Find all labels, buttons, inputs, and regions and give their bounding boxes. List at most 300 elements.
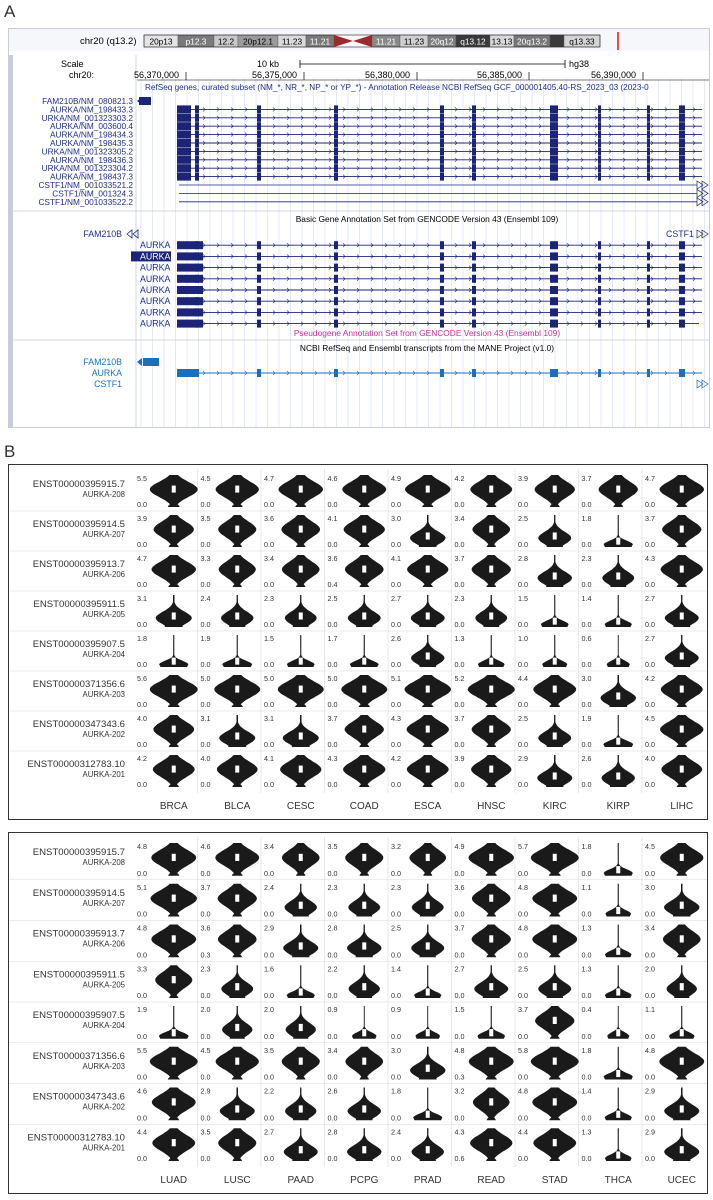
violin-box [235, 566, 239, 573]
violin-max-label: 0.4 [581, 1005, 592, 1014]
exon-block [647, 139, 650, 147]
ideogram-band-label: 11.21 [375, 36, 397, 47]
exon-block [598, 105, 601, 113]
violin-min-label: 0.0 [518, 620, 528, 629]
exon-block [550, 275, 558, 283]
mane-row-label: AURKA [91, 368, 122, 378]
exon-block [598, 252, 601, 260]
violin-shape [348, 884, 380, 917]
violin-max-label: 0.6 [581, 634, 592, 643]
violin-box [426, 902, 430, 909]
violin-panel-1-canvas [9, 465, 707, 819]
exon-block [550, 297, 558, 305]
violin-max-label: 0.9 [327, 1005, 338, 1014]
exon-block [647, 173, 650, 181]
exon-block [257, 241, 261, 249]
exon-block [598, 264, 601, 272]
violin-box [680, 902, 684, 909]
violin-min-label: 0.0 [391, 780, 401, 789]
violin-min-label: 0.0 [327, 1113, 338, 1123]
violin-max-label: 1.9 [581, 714, 592, 723]
violin-max-label: 1.3 [581, 923, 592, 933]
exon-block [195, 156, 199, 164]
violin-min-label: 0.3 [200, 950, 211, 960]
violin-max-label: 4.6 [137, 1086, 147, 1096]
violin-box [362, 1105, 366, 1112]
coordinate-label: 56,380,000 [365, 70, 411, 80]
violin-min-label: 0.0 [454, 700, 465, 709]
violin-min-label: 0.0 [518, 540, 528, 549]
exon-block [598, 147, 601, 155]
exon-block [440, 286, 444, 294]
exon-block [647, 297, 650, 305]
violin-panel-2 [8, 832, 708, 1194]
violin-max-label: 2.7 [454, 964, 465, 974]
violin-box [680, 1029, 684, 1036]
exon-block [257, 131, 261, 139]
ideogram-band-label: 11.23 [403, 36, 425, 47]
exon-block [472, 252, 476, 260]
violin-max-label: 4.7 [264, 474, 274, 483]
violin-max-label: 4.7 [645, 474, 655, 483]
violin-box [616, 738, 620, 745]
violin-max-label: 3.9 [137, 514, 147, 523]
violin-min-label: 0.0 [137, 991, 147, 1000]
violin-box [489, 526, 493, 533]
pseudogene-track-title: Pseudogene Annotation Set from GENCODE Version 43 (Ensembl 109) [293, 328, 561, 338]
exon-block [598, 369, 601, 377]
violin-max-label: 3.7 [200, 882, 211, 892]
exon-block [647, 252, 650, 260]
exon-block [257, 252, 261, 260]
transcript-name: AURKA-204 [82, 650, 125, 659]
violin-max-label: 3.3 [137, 964, 147, 974]
scale-label: Scale [61, 59, 84, 69]
gencode-row-label: AURKA [140, 285, 171, 295]
exon-block [550, 264, 558, 272]
exon-block [177, 105, 191, 113]
violin-min-label: 0.0 [200, 740, 211, 749]
exon-block [550, 286, 558, 294]
violin-min-label: 0.0 [581, 700, 592, 709]
gencode-row-label: AURKA [140, 273, 171, 284]
violin-box [553, 1139, 557, 1146]
violin-min-label: 0.0 [645, 1031, 655, 1041]
exon-block [679, 147, 685, 155]
continuation-arrow [137, 358, 142, 366]
violin-max-label: 1.9 [200, 634, 211, 643]
violin-max-label: 1.1 [645, 1005, 655, 1014]
ideogram-band-label: 11.21 [309, 36, 331, 47]
transcript-name: AURKA-207 [82, 530, 125, 539]
violin-min-label: 0.0 [645, 991, 655, 1000]
exon-block [440, 297, 444, 305]
violin-max-label: 4.5 [200, 474, 211, 483]
violin-min-label: 0.0 [200, 991, 211, 1000]
refseq-row-label: AURKA/NM_003600.4 [49, 121, 133, 132]
violin-box [489, 658, 493, 665]
violin-box [680, 612, 684, 619]
cancer-label: READ [477, 1175, 506, 1186]
violin-min-label: 0.0 [581, 620, 592, 629]
violin-max-label: 4.2 [391, 754, 401, 763]
violin-panel-2-canvas [9, 833, 707, 1193]
exon-block [334, 241, 338, 249]
violin-box [489, 1058, 493, 1065]
violin-box [680, 652, 684, 659]
exon-block [440, 369, 444, 377]
gencode-row-label: AURKA [140, 262, 171, 273]
exon-block [440, 105, 444, 113]
violin-max-label: 3.5 [200, 1127, 211, 1137]
violin-shape [664, 884, 700, 917]
violin-max-label: 4.8 [454, 1045, 465, 1055]
violin-shape [348, 595, 381, 627]
gencode-row-label: AURKA [140, 240, 171, 251]
exon-block [177, 369, 195, 377]
violin-max-label: 3.4 [264, 554, 274, 563]
violin-min-label: 0.0 [581, 1031, 592, 1041]
violin-min-label: 0.0 [391, 991, 401, 1000]
violin-min-label: 0.0 [200, 1031, 211, 1041]
violin-box [616, 658, 620, 665]
violin-min-label: 0.0 [518, 500, 528, 509]
exon-block [647, 164, 650, 172]
exon-block [679, 173, 685, 181]
violin-min-label: 0.0 [264, 868, 274, 878]
violin-box [362, 1146, 366, 1153]
violin-max-label: 2.9 [200, 1086, 211, 1096]
exon-block [195, 308, 199, 316]
coordinate-label: 56,385,000 [477, 70, 523, 80]
violin-box [426, 652, 430, 659]
violin-min-label: 0.0 [200, 1113, 211, 1123]
violin-shape [538, 715, 571, 747]
violin-box [553, 935, 557, 942]
violin-max-label: 5.8 [518, 1045, 528, 1055]
violin-min-label: 0.0 [391, 868, 401, 878]
violin-max-label: 2.4 [264, 882, 274, 892]
exon-block [647, 147, 650, 155]
cancer-label: PCPG [350, 1175, 379, 1186]
violin-box [553, 1017, 557, 1024]
violin-box [489, 1098, 493, 1105]
violin-min-label: 0.0 [454, 580, 465, 589]
exon-block [440, 122, 444, 130]
violin-min-label: 0.0 [327, 700, 338, 709]
violin-box [553, 658, 557, 665]
violin-min-label: 0.0 [137, 1154, 147, 1163]
exon-block [472, 275, 476, 283]
violin-box [235, 766, 239, 773]
violin-max-label: 4.3 [327, 754, 338, 763]
violin-box [553, 532, 557, 539]
cancer-label: KIRP [606, 801, 630, 812]
assembly-label: hg38 [569, 59, 590, 69]
violin-max-label: 2.9 [645, 1127, 655, 1137]
violin-box [299, 1146, 303, 1153]
continuation-arrow [697, 181, 708, 189]
exon-block [195, 105, 199, 113]
transcript-id: ENST00000395913.7 [32, 559, 125, 570]
exon-block [257, 139, 261, 147]
violin-min-label: 0.0 [645, 909, 655, 919]
exon-block [647, 275, 650, 283]
transcript-name: AURKA-202 [82, 1102, 125, 1112]
violin-box [299, 566, 303, 573]
continuation-arrow [697, 380, 708, 388]
violin-max-label: 4.2 [137, 754, 147, 763]
violin-min-label: 0.0 [327, 991, 338, 1000]
exon-block [598, 164, 601, 172]
violin-box [299, 1105, 303, 1112]
violin-min-label: 0.0 [264, 780, 274, 789]
transcript-id: ENST00000395914.5 [32, 887, 125, 899]
violin-min-label: 0.0 [137, 540, 147, 549]
violin-max-label: 4.6 [327, 474, 338, 483]
coordinate-label: 56,375,000 [252, 70, 298, 80]
transcript-name: AURKA-204 [82, 1021, 125, 1030]
continuation-arrow [697, 230, 708, 238]
violin-min-label: 0.0 [327, 1072, 338, 1082]
violin-max-label: 2.7 [645, 634, 655, 643]
violin-min-label: 0.0 [391, 540, 401, 549]
ideogram-band [550, 35, 564, 47]
violin-shape [410, 515, 446, 547]
violin-box [489, 854, 493, 861]
violin-max-label: 2.5 [518, 964, 528, 974]
mane-fam210b-block [143, 358, 159, 366]
exon-block [195, 275, 199, 283]
violin-box [235, 935, 239, 942]
violin-box [235, 1105, 239, 1112]
violin-box [489, 486, 493, 493]
violin-min-label: 0.0 [264, 620, 274, 629]
violin-box [172, 976, 176, 983]
violin-min-label: 0.0 [454, 620, 465, 629]
violin-shape [286, 1006, 316, 1039]
violin-box [426, 1111, 430, 1118]
violin-box [616, 486, 620, 493]
mane-track-title: NCBI RefSeq and Ensembl transcripts from the MANE Project (v1.0) [299, 343, 555, 353]
violin-max-label: 2.7 [645, 594, 655, 603]
violin-box [426, 486, 430, 493]
exon-block [195, 320, 199, 328]
violin-box [680, 486, 684, 493]
exon-block [472, 173, 476, 181]
exon-block [334, 173, 338, 181]
exon-block [679, 114, 685, 122]
exon-block [472, 241, 476, 249]
violin-box [489, 1139, 493, 1146]
refseq-row-label: CSTF1/NM_001033522.2 [38, 196, 133, 207]
exon-block [598, 241, 601, 249]
violin-max-label: 4.5 [200, 1045, 211, 1055]
violin-min-label: 0.0 [327, 909, 338, 919]
violin-max-label: 4.0 [645, 754, 655, 763]
violin-box [362, 1029, 366, 1036]
violin-box [616, 618, 620, 625]
violin-shape [411, 925, 444, 958]
violin-min-label: 0.0 [327, 950, 338, 960]
transcript-name: AURKA-208 [82, 490, 125, 499]
violin-max-label: 3.7 [327, 714, 338, 723]
gencode-row-label: AURKA [140, 307, 171, 318]
violin-box [426, 686, 430, 693]
exon-block [598, 297, 601, 305]
violin-box [362, 766, 366, 773]
coordinate-label: 56,390,000 [591, 70, 637, 80]
transcript-id: ENST00000347343.6 [32, 719, 125, 730]
violin-shape [411, 595, 445, 627]
violin-min-label: 0.0 [200, 868, 211, 878]
exon-block [177, 286, 203, 294]
violin-box [172, 935, 176, 942]
violin-box [616, 772, 620, 779]
violin-max-label: 2.5 [518, 714, 528, 723]
violin-shape [156, 595, 192, 627]
side-bar [9, 55, 13, 428]
violin-min-label: 0.0 [454, 950, 465, 960]
transcript-id: ENST00000395915.7 [32, 847, 125, 858]
violin-max-label: 4.9 [454, 842, 465, 851]
ideogram-band-label: 20p12.1 [243, 36, 273, 47]
exon-block [177, 164, 191, 172]
violin-max-label: 2.8 [518, 554, 528, 563]
exon-block [334, 369, 338, 377]
exon-block [195, 164, 199, 172]
violin-max-label: 4.8 [518, 923, 528, 933]
violin-box [235, 1024, 239, 1031]
refseq-row-label: AURKA/NM_198435.3 [49, 138, 133, 148]
violin-box [172, 1029, 176, 1036]
exon-block [334, 286, 338, 294]
exon-block [440, 275, 444, 283]
violin-box [362, 983, 366, 990]
violin-max-label: 3.7 [454, 554, 465, 563]
violin-max-label: 3.6 [200, 923, 211, 933]
transcript-id: ENST00000395915.7 [32, 479, 125, 490]
gencode-right-label: CSTF1 [666, 229, 694, 239]
violin-shape [222, 1006, 252, 1039]
violin-shape [220, 1088, 255, 1121]
exon-block [647, 114, 650, 122]
violin-min-label: 0.0 [391, 580, 401, 589]
violin-box [299, 486, 303, 493]
transcript-name: AURKA-206 [82, 570, 125, 579]
violin-max-label: 0.9 [391, 1005, 401, 1014]
exon-block [334, 320, 338, 328]
violin-box [553, 618, 557, 625]
genome-browser [8, 28, 710, 428]
exon-block [440, 156, 444, 164]
violin-max-label: 3.6 [454, 882, 465, 892]
exon-block [177, 147, 191, 155]
violin-box [680, 935, 684, 942]
exon-block [334, 147, 338, 155]
violin-box [426, 988, 430, 995]
violin-min-label: 0.0 [137, 1031, 147, 1041]
violin-min-label: 0.0 [391, 660, 401, 669]
exon-block [679, 369, 685, 377]
violin-max-label: 5.5 [137, 1045, 147, 1055]
exon-block [550, 139, 558, 147]
continuation-arrow [697, 198, 708, 206]
transcript-name: AURKA-207 [82, 898, 125, 908]
violin-max-label: 1.3 [581, 964, 592, 974]
exon-block [598, 122, 601, 130]
transcript-name: AURKA-205 [82, 610, 125, 619]
violin-min-label: 0.0 [391, 909, 401, 919]
violin-min-label: 0.0 [518, 1031, 528, 1041]
exon-block [550, 114, 558, 122]
exon-block [177, 275, 203, 283]
violin-max-label: 5.7 [518, 842, 528, 851]
violin-min-label: 0.0 [391, 1031, 401, 1041]
violin-min-label: 0.0 [264, 1113, 274, 1123]
exon-block [177, 156, 191, 164]
exon-block [598, 156, 601, 164]
violin-box [426, 766, 430, 773]
violin-max-label: 3.9 [518, 474, 528, 483]
exon-block [647, 156, 650, 164]
violin-min-label: 0.0 [137, 620, 147, 629]
transcript-id: ENST00000395907.5 [32, 1010, 125, 1021]
exon-block [550, 122, 558, 130]
violin-box [680, 1105, 684, 1112]
violin-box [680, 854, 684, 861]
violin-box [235, 658, 239, 665]
violin-max-label: 2.9 [264, 923, 274, 933]
violin-max-label: 4.8 [137, 842, 147, 851]
violin-min-label: 0.0 [200, 540, 211, 549]
exon-block [472, 264, 476, 272]
violin-box [362, 486, 366, 493]
exon-block [195, 286, 199, 294]
violin-max-label: 2.6 [327, 1086, 338, 1096]
exon-block [472, 297, 476, 305]
exon-block [598, 131, 601, 139]
violin-max-label: 3.6 [264, 514, 274, 523]
violin-max-label: 3.1 [264, 714, 274, 723]
exon-block [679, 122, 685, 130]
violin-min-label: 0.0 [645, 1113, 655, 1123]
violin-min-label: 0.0 [391, 620, 401, 629]
exon-block [257, 286, 261, 294]
transcript-id: ENST00000371356.6 [32, 1050, 125, 1062]
violin-max-label: 3.3 [200, 554, 211, 563]
violin-min-label: 0.0 [518, 780, 528, 789]
violin-min-label: 0.0 [581, 1072, 592, 1082]
violin-min-label: 0.0 [327, 1154, 338, 1163]
exon-block [440, 173, 444, 181]
violin-box [489, 1029, 493, 1036]
exon-block [334, 131, 338, 139]
exon-block [440, 147, 444, 155]
exon-block [647, 308, 650, 316]
violin-min-label: 0.0 [137, 700, 147, 709]
exon-block [472, 286, 476, 294]
exon-block [472, 122, 476, 130]
violin-box [172, 726, 176, 733]
violin-min-label: 0.0 [264, 500, 274, 509]
exon-block [257, 369, 261, 377]
transcript-id: ENST00000395907.5 [32, 639, 125, 650]
violin-box [616, 988, 620, 995]
ideogram-band-label: 11.23 [281, 36, 303, 47]
violin-max-label: 2.2 [264, 1086, 274, 1096]
violin-min-label: 0.0 [518, 868, 528, 878]
